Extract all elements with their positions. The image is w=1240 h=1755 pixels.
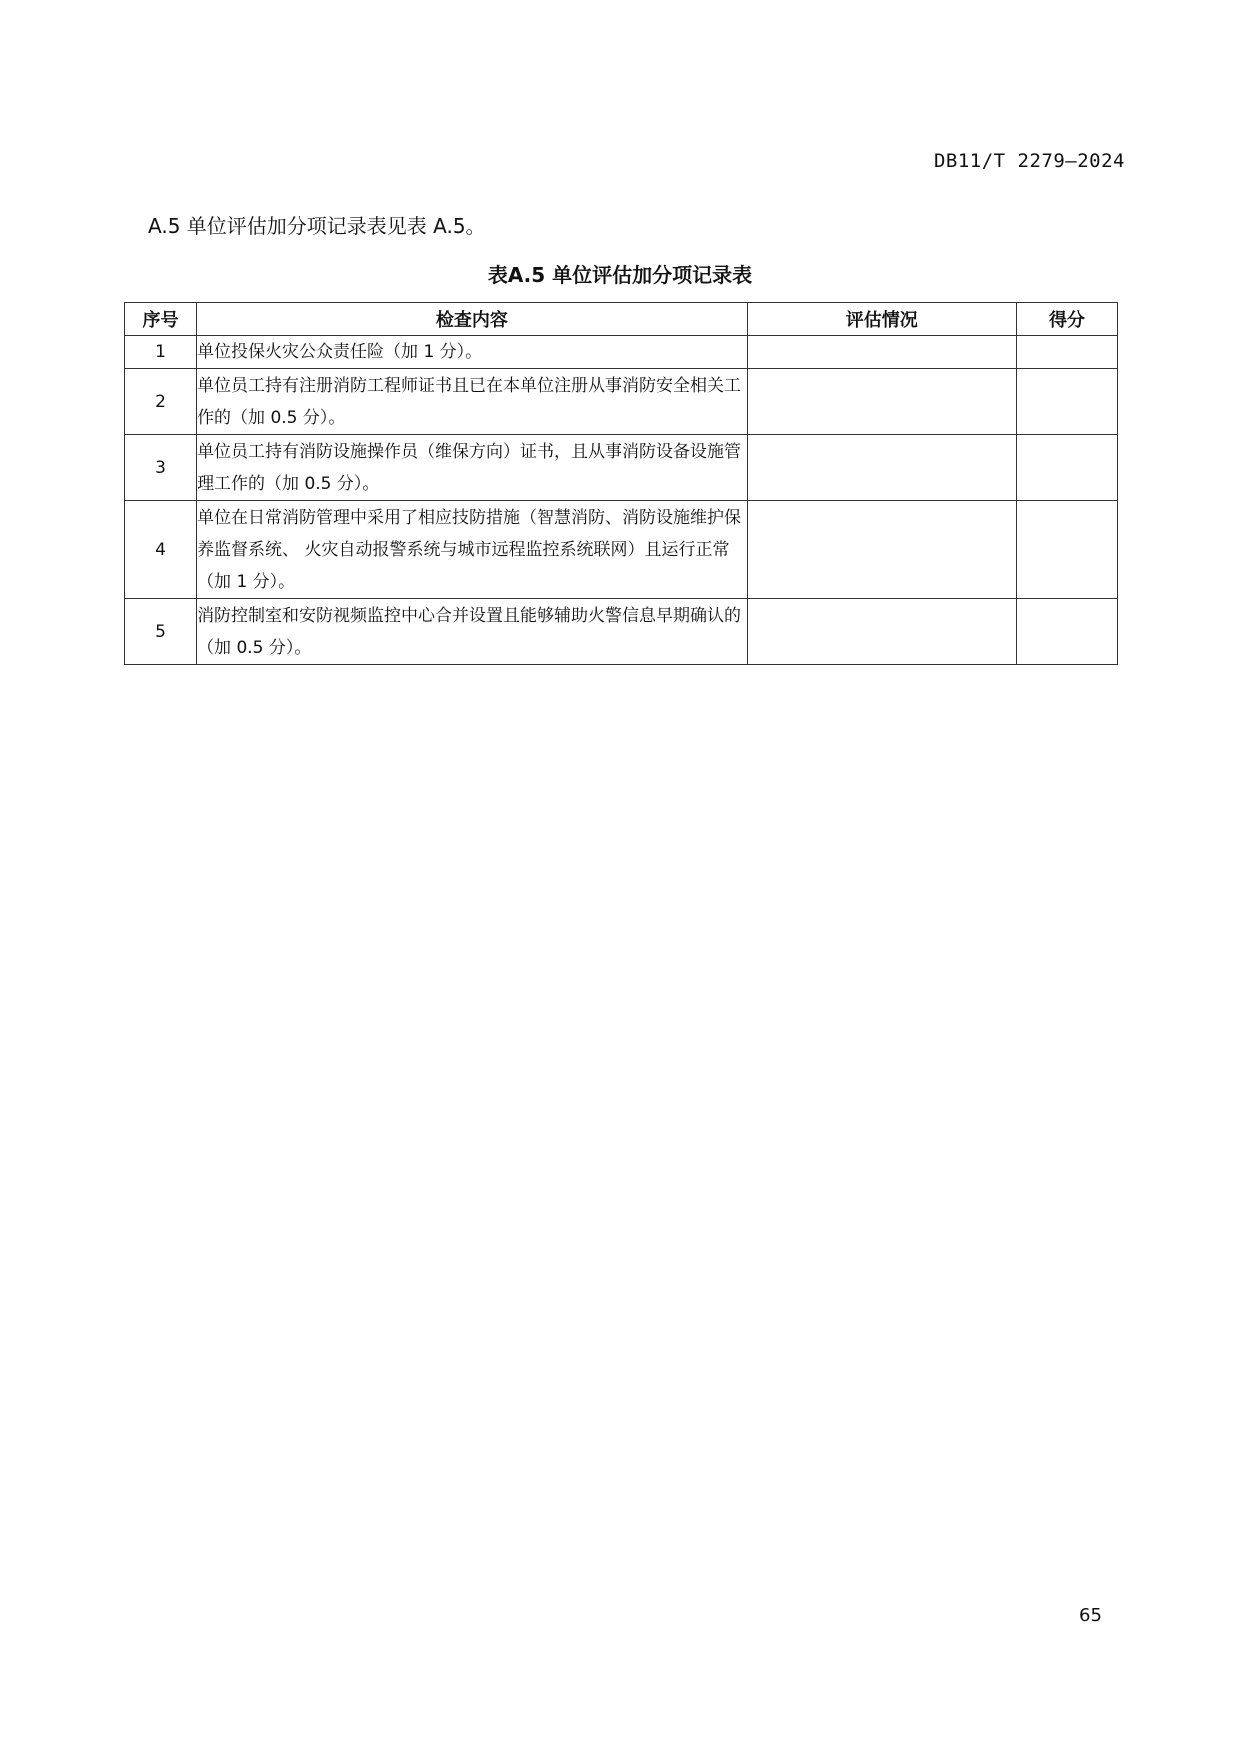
row-number: 4: [125, 501, 197, 599]
table-row: [125, 501, 1118, 599]
assessment-cell: [747, 501, 1016, 599]
score-cell: [1016, 501, 1117, 599]
table-row: [125, 599, 1118, 665]
check-content: 单位员工持有注册消防工程师证书且已在本单位注册从事消防安全相关工作的（加 0.5 分）。: [197, 369, 748, 435]
column-header-score: 得分: [1016, 303, 1117, 336]
check-content: 单位在日常消防管理中采用了相应技防措施（智慧消防、消防设施维护保养监督系统、 火灾自动报警系统与城市远程监控系统联网）且运行正常（加 1 分）。: [197, 501, 748, 599]
score-cell: [1016, 435, 1117, 501]
column-header-content: 检查内容: [197, 303, 748, 336]
table-header-row: [125, 303, 1118, 336]
table-row: [125, 435, 1118, 501]
page-number: 65: [1079, 1605, 1102, 1626]
table-row: [125, 369, 1118, 435]
score-cell: [1016, 369, 1117, 435]
record-table: [124, 302, 1118, 665]
column-header-no: 序号: [125, 303, 197, 336]
check-content: 单位投保火灾公众责任险（加 1 分）。: [197, 336, 748, 369]
table-row: [125, 336, 1118, 369]
document-code: DB11/T 2279—2024: [933, 150, 1125, 172]
assessment-cell: [747, 435, 1016, 501]
assessment-cell: [747, 369, 1016, 435]
row-number: 2: [125, 369, 197, 435]
intro-paragraph: A.5 单位评估加分项记录表见表 A.5。: [148, 214, 486, 238]
table-caption: 表A.5 单位评估加分项记录表: [487, 263, 753, 287]
check-content: 单位员工持有消防设施操作员（维保方向）证书，且从事消防设备设施管理工作的（加 0.5 分）。: [197, 435, 748, 501]
score-cell: [1016, 599, 1117, 665]
column-header-assessment: 评估情况: [747, 303, 1016, 336]
assessment-cell: [747, 336, 1016, 369]
assessment-cell: [747, 599, 1016, 665]
row-number: 3: [125, 435, 197, 501]
score-cell: [1016, 336, 1117, 369]
row-number: 5: [125, 599, 197, 665]
row-number: 1: [125, 336, 197, 369]
check-content: 消防控制室和安防视频监控中心合并设置且能够辅助火警信息早期确认的（加 0.5 分）。: [197, 599, 748, 665]
